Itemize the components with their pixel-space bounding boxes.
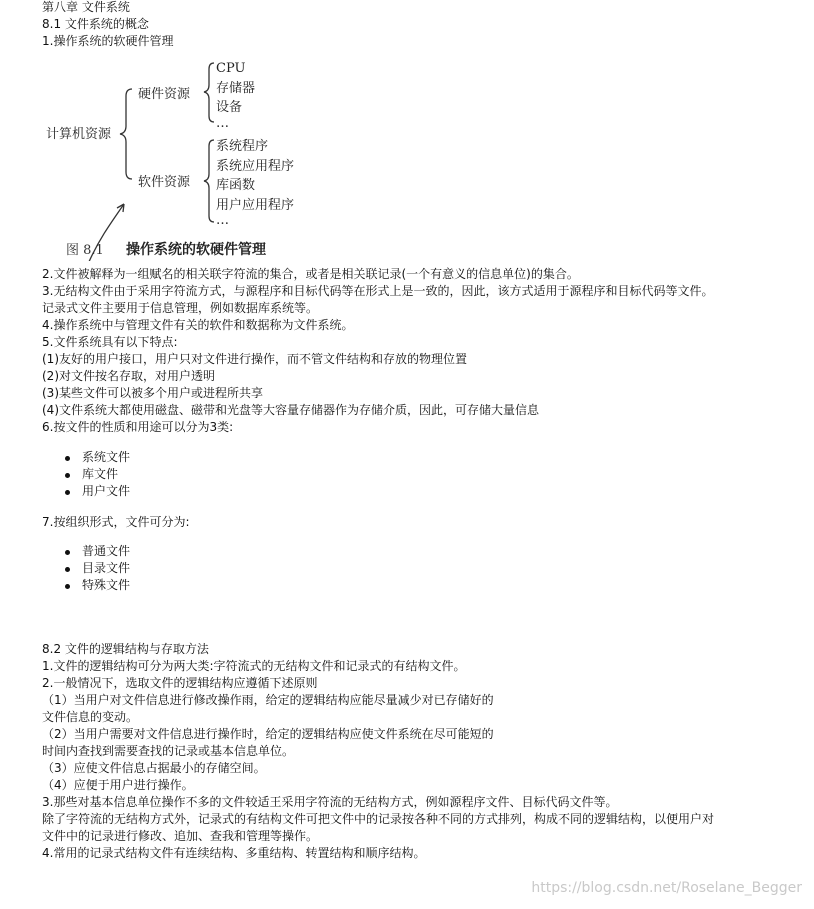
- sw-item: 系统应用程序: [216, 159, 295, 174]
- file-type-list: [64, 449, 130, 500]
- section-8-2-title: 8.2 文件的逻辑结构与存取方法: [42, 642, 209, 656]
- hw-brace: [204, 63, 214, 122]
- list-item: 普通文件: [64, 543, 130, 560]
- watermark: https://blog.csdn.net/Roselane_Begger: [531, 880, 802, 896]
- section-8-1-title: 8.1 文件系统的概念: [42, 17, 149, 31]
- sw-brace: [204, 140, 214, 222]
- principle-2: （2）当用户需要对文件信息进行操作时，给定的逻辑结构应使文件系统在尽可能短的: [42, 727, 494, 741]
- paragraph-3: 3.无结构文件由于采用字符流方式，与源程序和目标代码等在形式上是一致的，因此，该方式适用于源程序和目标代码等文件。: [42, 284, 714, 298]
- paragraph-6: 6.按文件的性质和用途可以分为3类:: [42, 420, 234, 434]
- principle-1-cont: 文件信息的变动。: [42, 710, 139, 724]
- figure-caption-number: 图 8.1: [66, 243, 104, 258]
- paragraph-1: 1.操作系统的软硬件管理: [42, 34, 174, 48]
- feature-4: (4)文件系统大都使用磁盘、磁带和光盘等大容量存储器作为存储介质，因此，可存储大量信息: [42, 403, 540, 417]
- chapter-title: 第八章 文件系统: [42, 0, 130, 14]
- resource-figure: [40, 56, 330, 261]
- paragraph-4: 4.操作系统中与管理文件有关的软件和数据称为文件系统。: [42, 318, 354, 332]
- hw-item: …: [216, 116, 229, 131]
- file-org-list: [64, 543, 130, 594]
- figure-caption-text: 操作系统的软硬件管理: [126, 242, 266, 258]
- list-item: 用户文件: [64, 483, 130, 500]
- list-item: 库文件: [64, 466, 130, 483]
- s2-paragraph-3-cont2: 文件中的记录进行修改、追加、查我和管理等操作。: [42, 829, 319, 843]
- hw-item: 存储器: [216, 81, 256, 96]
- principle-2-cont: 时间内查找到需要查找的记录或基本信息单位。: [42, 744, 295, 758]
- principle-3: （3）应使文件信息占据最小的存储空间。: [42, 761, 266, 775]
- figure-sw-label: 软件资源: [138, 175, 191, 190]
- hw-item: 设备: [216, 100, 243, 115]
- feature-2: (2)对文件按名存取，对用户透明: [42, 369, 215, 383]
- paragraph-7: 7.按组织形式，文件可分为:: [42, 515, 190, 529]
- s2-paragraph-2: 2.一般情况下，选取文件的逻辑结构应遵循下述原则: [42, 676, 318, 690]
- sw-item: 库函数: [216, 178, 256, 193]
- sw-item: …: [216, 213, 229, 228]
- sw-item: 用户应用程序: [216, 198, 295, 213]
- list-item: 目录文件: [64, 560, 130, 577]
- paragraph-3-cont: 记录式文件主要用于信息管理，例如数据库系统等。: [42, 301, 319, 315]
- principle-1: （1）当用户对文件信息进行修改操作雨，给定的逻辑结构应能尽量减少对已存储好的: [42, 693, 494, 707]
- paragraph-5: 5.文件系统具有以下特点:: [42, 335, 178, 349]
- root-brace: [120, 89, 132, 179]
- feature-3: (3)某些文件可以被多个用户或进程所共享: [42, 386, 263, 400]
- hw-item: CPU: [216, 61, 246, 76]
- s2-paragraph-1: 1.文件的逻辑结构可分为两大类:字符流式的无结构文件和记录式的有结构文件。: [42, 659, 466, 673]
- list-item: 系统文件: [64, 449, 130, 466]
- sw-item: 系统程序: [216, 139, 269, 154]
- s2-paragraph-3-cont: 除了字符流的无结构方式外，记录式的有结构文件可把文件中的记录按各种不同的方式排列，构成不同的逻辑结构，以便用户对: [42, 812, 715, 826]
- feature-1: (1)友好的用户接口，用户只对文件进行操作，而不管文件结构和存放的物理位置: [42, 352, 468, 366]
- figure-hw-label: 硬件资源: [138, 87, 191, 102]
- principle-4: （4）应便于用户进行操作。: [42, 778, 194, 792]
- paragraph-2: 2.文件被解释为一组赋名的相关联字符流的集合，或者是相关联记录(一个有意义的信息单位)的集合。: [42, 267, 579, 281]
- s2-paragraph-3: 3.那些对基本信息单位操作不多的文件较适王采用字符流的无结构方式，例如源程序文件、目标代码文件等。: [42, 795, 618, 809]
- s2-paragraph-4: 4.常用的记录式结构文件有连续结构、多重结构、转置结构和顺序结构。: [42, 846, 426, 860]
- figure-root-label: 计算机资源: [46, 127, 112, 142]
- list-item: 特殊文件: [64, 577, 130, 594]
